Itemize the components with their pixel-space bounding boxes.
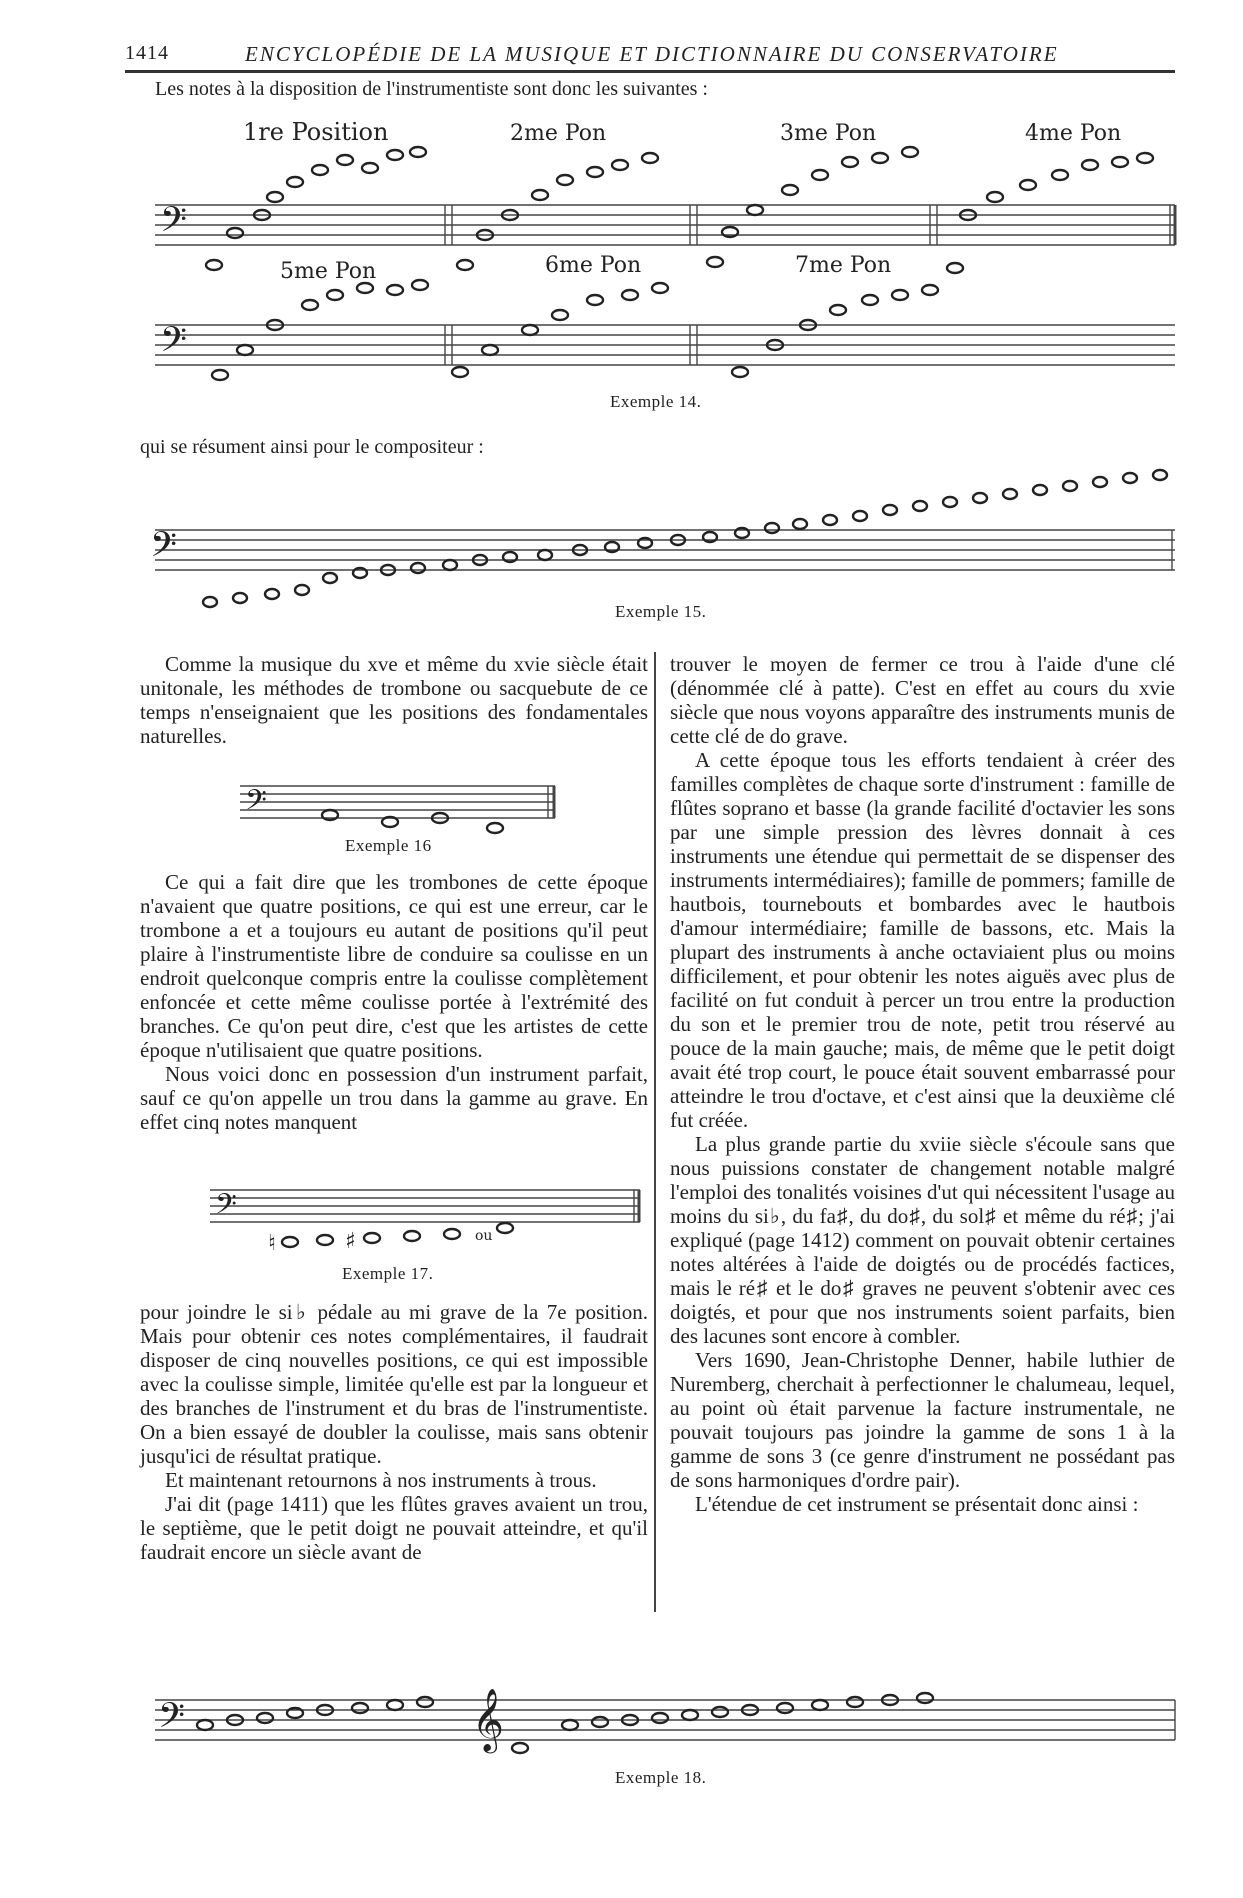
position-label-3: 3me Pon [780, 121, 877, 146]
left-text-block-1 [140, 652, 648, 748]
treble-clef-icon: 𝄞 [472, 1688, 504, 1751]
example14-caption: Exemple 14. [610, 392, 702, 411]
ex17-sharp: ♯ [345, 1229, 356, 1254]
left-paragraph-1: Comme la musique du xve et même du xvie siècle était unitonale, les méthodes de trombone ou sacquebute de ce temps n'enseignaient que les positions des fondamentales naturelles. [140, 652, 648, 748]
example14-staff-1 [155, 205, 1175, 245]
left-paragraph-5: Et maintenant retournons à nos instruments à trous. [165, 1468, 597, 1492]
example18-staff [155, 1700, 1175, 1740]
example17-caption: Exemple 17. [342, 1264, 434, 1283]
left-text-block-2 [140, 870, 648, 1134]
position-label-7: 7me Pon [795, 253, 892, 278]
example14-staff-2 [155, 325, 1175, 365]
position-label-1: 1re Position [243, 118, 389, 146]
right-paragraph-5: L'étendue de cet instrument se présentait donc ainsi : [695, 1492, 1139, 1516]
example15-caption: Exemple 15. [615, 602, 707, 621]
column-divider [654, 652, 656, 1612]
example16-caption: Exemple 16 [345, 836, 432, 855]
bass-clef-icon: 𝄢 [160, 319, 188, 368]
left-paragraph-2: Ce qui a fait dire que les trombones de cette époque n'avaient que quatre positions, ce qui est une erreur, car le trombone a et a toujours eu autant de positions qu'il peut plaire à l'instrumentiste libre de conduire sa coulisse en un endroit quelconque compris entre la coulisse complètement enfoncée et cette même coulisse portée à l'extrémité des branches. Ce qu'on peut dire, c'est que les artistes de cette époque n'utilisaient que quatre positions. [140, 870, 648, 1062]
bass-clef-icon: 𝄢 [245, 784, 267, 824]
example18-notes [197, 1693, 933, 1753]
intro-line: Les notes à la disposition de l'instrumentiste sont donc les suivantes : [155, 78, 708, 100]
right-paragraph-4: Vers 1690, Jean-Christophe Denner, habile luthier de Nuremberg, cherchait à perfectionner le chalumeau, lequel, au point où était parvenue la facture instrumentale, ne pouvait toujours pas joindre la gamme de sons 1 à la gamme de sons 3 (ce genre d'instrument ne possédant pas de sons harmoniques d'ordre pair). [670, 1348, 1175, 1492]
example17-staff [210, 1190, 640, 1222]
example15-staff [155, 530, 1175, 570]
header-title: ENCYCLOPÉDIE DE LA MUSIQUE ET DICTIONNAIRE DU CONSERVATOIRE [245, 42, 1059, 66]
left-paragraph-3: Nous voici donc en possession d'un instrument parfait, sauf ce qu'on appelle un trou dans la gamme au grave. En effet cinq notes manquent [140, 1062, 648, 1134]
example15-notes [203, 470, 1167, 607]
composer-line: qui se résument ainsi pour le compositeur : [140, 436, 484, 458]
position-label-6: 6me Pon [545, 253, 642, 278]
position-label-4: 4me Pon [1025, 121, 1122, 146]
page-number: 1414 [125, 42, 169, 64]
position-label-5: 5me Pon [280, 259, 377, 284]
bass-clef-icon: 𝄢 [215, 1188, 237, 1228]
position-label-2: 2me Pon [510, 121, 607, 146]
ex17-ou: ou [475, 1228, 493, 1244]
left-paragraph-6: J'ai dit (page 1411) que les flûtes graves avaient un trou, le septième, que le petit doigt ne pouvait atteindre, et qu'il faudrait encore un siècle avant de [140, 1492, 648, 1564]
right-paragraph-2: A cette époque tous les efforts tendaient à créer des familles complètes de chaque sorte d'instrument : famille de flûtes soprano et basse (la grande facilité d'octavier les sons par une simple pression des lèvres donnait à ces instruments une étendue qui permettait de se dispenser des instruments intermédiaires); famille de pommers; famille de hautbois, tournebouts et bombardes avec le hautbois d'amour intermédiaire; famille de bassons, etc. Mais la plupart des instruments à anche octaviaient plus ou moins difficilement, et pour obtenir les notes aiguës avec plus de facilité on fut conduit à percer un trou entre la production du son et le premier trou de note, petit trou réservé au pouce de la main gauche; mais, de même que le petit doigt avait été trop court, le pouce était souvent embarrassé pour atteindre le trou d'octave, et c'est ainsi que la deuxième clé fut créée. [670, 748, 1176, 1132]
bass-clef-icon: 𝄢 [160, 199, 188, 248]
ex16-note-4 [487, 823, 503, 833]
right-column [670, 652, 1175, 1516]
right-paragraph-1: trouver le moyen de fermer ce trou à l'aide d'une clé (dénommée clé à patte). C'est en effet au cours du xvie siècle que nous voyons apparaître des instruments munis de cette clé de do grave. [670, 652, 1175, 748]
example16-staff [240, 786, 555, 818]
ex17-note-1: ♮ [268, 1231, 276, 1256]
bass-clef-icon: 𝄢 [158, 1695, 186, 1744]
bass-clef-icon: 𝄢 [150, 524, 178, 573]
example18-caption: Exemple 18. [615, 1768, 707, 1787]
right-paragraph-3: La plus grande partie du xviie siècle s'écoule sans que nous puissions constater de changement notable malgré l'emploi des tonalités voisines d'ut qui nécessitent l'usage au moins du si♭, du fa♯, du do♯, du sol♯ et même du ré♯; j'ai expliqué (page 1412) comment on pouvait obtenir certaines notes altérées à l'aide de doigtés ou de procédés factices, mais le ré♯ et le do♯ graves ne peuvent s'obtenir avec ces doigtés, et pour que nos instruments soient parfaits, bien des lacunes sont encore à combler. [670, 1132, 1175, 1348]
left-text-block-3 [140, 1300, 648, 1564]
left-paragraph-4: pour joindre le si♭ pédale au mi grave de la 7e position. Mais pour obtenir ces notes complémentaires, il faudrait disposer de cinq nouvelles positions, ce qui est impossible avec la coulisse simple, limitée qu'elle est par la longueur et des branches de l'instrument et du bras de l'instrumentiste. On a bien essayé de doubler la coulisse, mais sans obtenir jusqu'ici de résultat pratique. [140, 1300, 648, 1468]
